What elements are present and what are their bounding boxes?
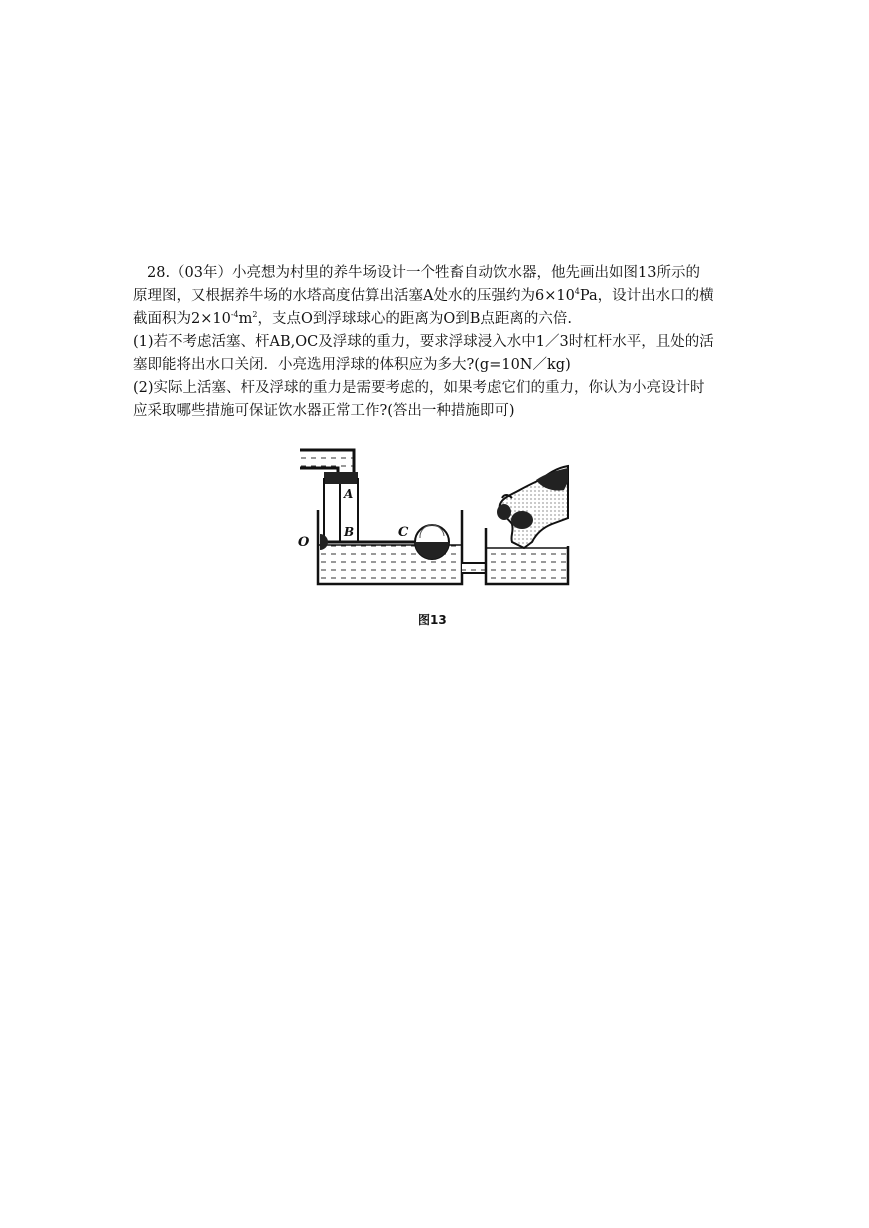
label-o: O: [298, 535, 310, 550]
float-ball: [415, 525, 449, 559]
figure-caption: 图13: [418, 613, 447, 627]
part-2-line-1: (2)实际上活塞、杆及浮球的重力是需要考虑的，如果考虑它们的重力，你认为小亮设计时: [133, 380, 705, 396]
figure-13: [290, 438, 580, 638]
label-a: A: [344, 487, 354, 501]
question-text: [133, 262, 748, 423]
label-c: C: [398, 525, 409, 540]
apparatus-diagram: [290, 438, 580, 638]
part-1-line-2: 塞即能将出水口关闭．小亮选用浮球的体积应为多大?(g=10N／kg): [133, 357, 571, 373]
connecting-pipe: [462, 563, 486, 573]
question-line-2: 原理图，又根据养牛场的水塔高度估算出活塞A处水的压强约为$6\times 10^4Pa$，设计出水口的横: [133, 287, 714, 304]
question-line-1: 28.（03年）小亮想为村里的养牛场设计一个牲畜自动饮水器，他先画出如图13所示的: [147, 265, 700, 281]
part-2-line-2: 应采取哪些措施可保证饮水器正常工作?(答出一种措施即可): [133, 403, 515, 419]
question-line-3: 截面积为$2\times 10^{-4}m^2$，支点O到浮球球心的距离为O到B点距离的六倍.: [133, 310, 573, 327]
label-b: B: [344, 525, 355, 539]
part-1-line-1: (1)若不考虑活塞、杆AB,OC及浮球的重力，要求浮球浸入水中1／3时杠杆水平，且处的活: [133, 334, 714, 350]
cow-head-illustration: [497, 466, 568, 548]
